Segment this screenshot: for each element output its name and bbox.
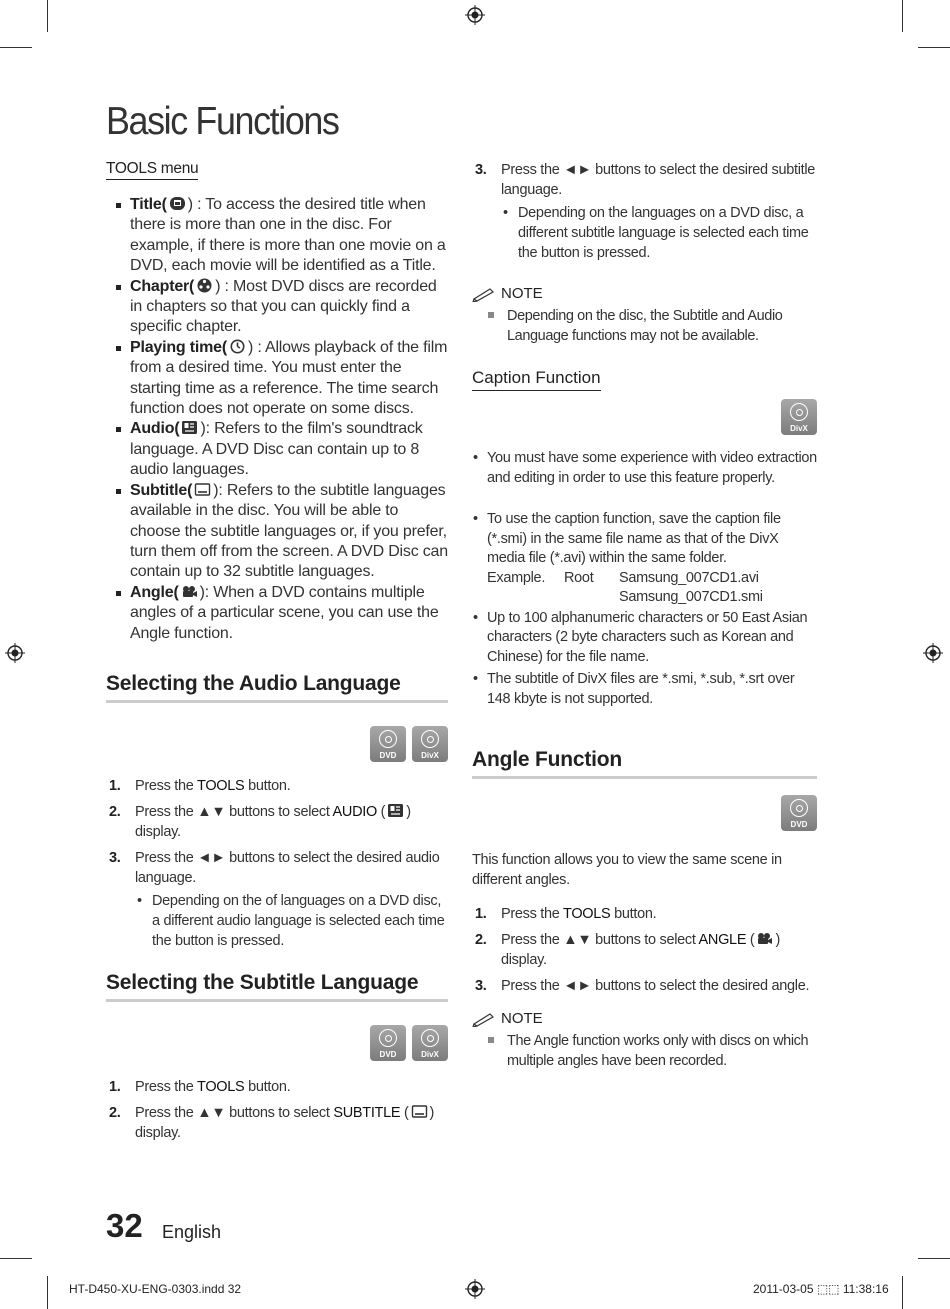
divx-badge-icon	[412, 1025, 448, 1061]
crop-mark	[0, 1258, 32, 1259]
caption-bullet-text: To use the caption function, save the caption file (*.smi) in the same file name as that of the DivX media file (*.avi) within the same folder.	[487, 511, 781, 566]
angle-steps	[472, 904, 817, 996]
tools-item-text: ): Refers to the subtitle languages available in the disc. You will be able to choose the subtitle languages or, if you prefer, turn them off from the screen. A DVD Disc can contain up to 32 subtitle languages.	[130, 481, 448, 581]
tools-item-chapter	[130, 277, 448, 338]
registration-mark-icon	[923, 643, 943, 663]
tools-item-label: Playing time(	[130, 338, 227, 356]
angle-intro: This function allows you to view the same scene in different angles.	[472, 852, 782, 888]
step-button-name: TOOLS	[197, 1078, 245, 1095]
badge-label: DivX	[421, 1049, 439, 1059]
angle-note-heading	[472, 1010, 817, 1027]
note-label: NOTE	[501, 1010, 543, 1027]
registration-mark-icon	[5, 643, 25, 663]
caption-example	[487, 569, 817, 608]
tools-item-angle	[130, 583, 448, 644]
tools-item-audio	[130, 419, 448, 480]
subtitle-step-3	[472, 160, 817, 263]
caption-bullet: • You must have some experience with video extraction and editing in order to use this feature properly.	[472, 449, 817, 488]
crop-mark	[902, 1276, 903, 1309]
subtitle-icon	[194, 482, 211, 497]
tools-item-text: ): When a DVD contains multiple angles of a particular scene, you can use the Angle function.	[130, 583, 439, 642]
caption-bullet: • The subtitle of DivX files are *.smi, *.sub, *.srt over 148 kbyte is not supported.	[472, 670, 817, 709]
step-number: 1.	[109, 777, 121, 794]
chapter-icon	[196, 278, 213, 293]
step-text: Press the ◄► buttons to select the desired angle.	[501, 978, 810, 994]
tools-item-text: ) : To access the desired title when there is more than one in the disc. For example, if there is more than one movie on a DVD, each movie will be identified as a Title.	[130, 196, 446, 275]
caption-bullet	[472, 510, 817, 608]
subtitle-icon	[411, 1104, 428, 1119]
tools-item-label: Angle(	[130, 583, 179, 601]
subtitle-note-text: Depending on the disc, the Subtitle and Audio Language functions may not be available.	[472, 306, 817, 346]
audio-badges	[106, 726, 448, 762]
example-file: Samsung_007CD1.avi	[619, 569, 759, 586]
subtitle-step-1	[106, 1077, 448, 1097]
step-number: 3.	[109, 849, 121, 866]
step-text: Press the ▲▼ buttons to select	[135, 803, 333, 820]
step-number: 3.	[475, 978, 487, 994]
step-text: button.	[244, 1078, 291, 1095]
caption-bullet: • Up to 100 alphanumeric characters or 50 East Asian characters (2 byte characters such as Korean and Chinese) for the file name.	[472, 609, 817, 668]
angle-step-2	[472, 930, 817, 970]
page-title: Basic Functions	[106, 100, 339, 143]
dvd-badge-icon	[370, 1025, 406, 1061]
tools-item-text: ) : Most DVD discs are recorded in chapters so that you can quickly find a specific chapter.	[130, 277, 437, 336]
note-pencil-icon	[472, 286, 498, 302]
step-text: Press the ▲▼ buttons to select	[501, 932, 699, 948]
step-text: Press the ▲▼ buttons to select	[135, 1104, 334, 1121]
step-sub-bullet: • Depending on the languages on a DVD disc, a different subtitle language is selected each time the button is pressed.	[501, 203, 817, 263]
subtitle-language-heading: Selecting the Subtitle Language	[106, 971, 448, 1002]
step-number: 2.	[475, 932, 487, 948]
audio-step-3	[106, 848, 448, 951]
step-button-name: TOOLS	[197, 777, 245, 794]
step-text: button.	[244, 777, 291, 794]
subtitle-steps-right	[472, 160, 817, 263]
clock-icon	[229, 339, 246, 354]
angle-step-3	[472, 976, 817, 996]
subtitle-badges	[106, 1025, 448, 1061]
tools-item-label: Audio(	[130, 420, 180, 438]
audio-step-1	[106, 776, 448, 796]
step-number: 3.	[475, 162, 487, 178]
step-text: ) display.	[501, 932, 780, 968]
step-button-name: SUBTITLE	[333, 1104, 401, 1121]
audio-icon	[181, 420, 198, 435]
audio-steps	[106, 776, 448, 951]
badge-label: DVD	[790, 820, 808, 829]
angle-note-text: The Angle function works only with discs on which multiple angles have been recorded.	[472, 1031, 817, 1071]
tools-menu-list	[106, 195, 448, 644]
step-sub-bullet: • Depending on the of languages on a DVD disc, a different audio language is selected each time the button is pressed.	[135, 891, 448, 951]
step-number: 2.	[109, 1104, 121, 1121]
tools-item-label: Subtitle(	[130, 481, 193, 499]
step-button-name: ANGLE	[698, 932, 747, 948]
crop-mark	[918, 1258, 950, 1259]
badge-label: DivX	[421, 750, 439, 760]
step-text: Press the ◄► buttons to select the desired subtitle language.	[501, 162, 816, 198]
tools-item-label: Title(	[130, 196, 167, 213]
step-text: ) display.	[135, 1104, 435, 1141]
caption-badges	[472, 399, 817, 435]
note-label: NOTE	[501, 285, 543, 302]
audio-icon	[387, 803, 404, 818]
crop-mark	[918, 47, 950, 48]
subtitle-step-2	[106, 1103, 448, 1143]
tools-menu-heading: TOOLS menu	[106, 160, 198, 180]
registration-mark-icon	[465, 1279, 485, 1299]
tools-item-subtitle	[130, 481, 448, 583]
dvd-badge-icon	[781, 795, 817, 831]
tools-item-playing-time	[130, 338, 448, 420]
step-text: Press the	[135, 1078, 198, 1095]
angle-function-heading: Angle Function	[472, 748, 817, 779]
step-number: 1.	[475, 906, 487, 922]
step-number: 1.	[109, 1078, 121, 1095]
example-file: Samsung_007CD1.smi	[619, 589, 763, 605]
right-column	[472, 160, 817, 1071]
tools-item-text: ): Refers to the film's soundtrack language. A DVD Disc can contain up to 8 audio languages.	[130, 420, 423, 479]
subtitle-note-heading	[472, 285, 817, 302]
audio-language-heading: Selecting the Audio Language	[106, 672, 448, 703]
step-text: Press the ◄► buttons to select the desired audio language.	[135, 849, 440, 886]
caption-bullets	[472, 449, 817, 709]
tools-item-text: ) : Allows playback of the film from a desired time. You must enter the starting time as a reference. The time search function does not operate on some discs.	[130, 338, 448, 418]
angle-step-1	[472, 904, 817, 924]
registration-mark-icon	[465, 5, 485, 25]
divx-badge-icon	[412, 726, 448, 762]
angle-icon	[756, 931, 773, 946]
tools-item-label: Chapter(	[130, 277, 195, 295]
step-text: (	[400, 1104, 409, 1121]
print-slug-date: 2011-03-05 ⬚⬚ 11:38:16	[753, 1282, 889, 1296]
crop-mark	[0, 47, 32, 48]
step-text: (	[376, 803, 386, 820]
dvd-badge-icon	[370, 726, 406, 762]
step-button-name: AUDIO	[332, 803, 377, 820]
angle-icon	[181, 584, 198, 599]
step-text: (	[746, 932, 755, 948]
print-slug-file: HT-D450-XU-ENG-0303.indd 32	[69, 1282, 242, 1296]
audio-step-2	[106, 802, 448, 842]
example-label: Example.	[487, 569, 546, 586]
step-text: button.	[610, 906, 657, 922]
step-text: Press the	[501, 906, 564, 922]
divx-badge-icon	[781, 399, 817, 435]
badge-label: DVD	[379, 750, 397, 760]
angle-badges	[472, 795, 817, 831]
note-pencil-icon	[472, 1011, 498, 1027]
title-icon	[169, 196, 186, 211]
step-button-name: TOOLS	[563, 906, 611, 922]
page-language: English	[162, 1222, 222, 1242]
badge-label: DVD	[379, 1049, 397, 1059]
step-text: ) display.	[135, 803, 411, 840]
example-root: Root	[564, 569, 594, 586]
subtitle-steps-left	[106, 1077, 448, 1143]
crop-mark	[47, 1276, 48, 1309]
left-column	[106, 160, 448, 1149]
crop-mark	[47, 0, 48, 32]
crop-mark	[902, 0, 903, 32]
caption-function-heading: Caption Function	[472, 368, 601, 391]
tools-item-title	[130, 195, 448, 277]
step-text: Press the	[135, 777, 198, 794]
page-number: 32	[106, 1207, 143, 1244]
badge-label: DivX	[790, 424, 808, 433]
step-number: 2.	[109, 803, 121, 820]
